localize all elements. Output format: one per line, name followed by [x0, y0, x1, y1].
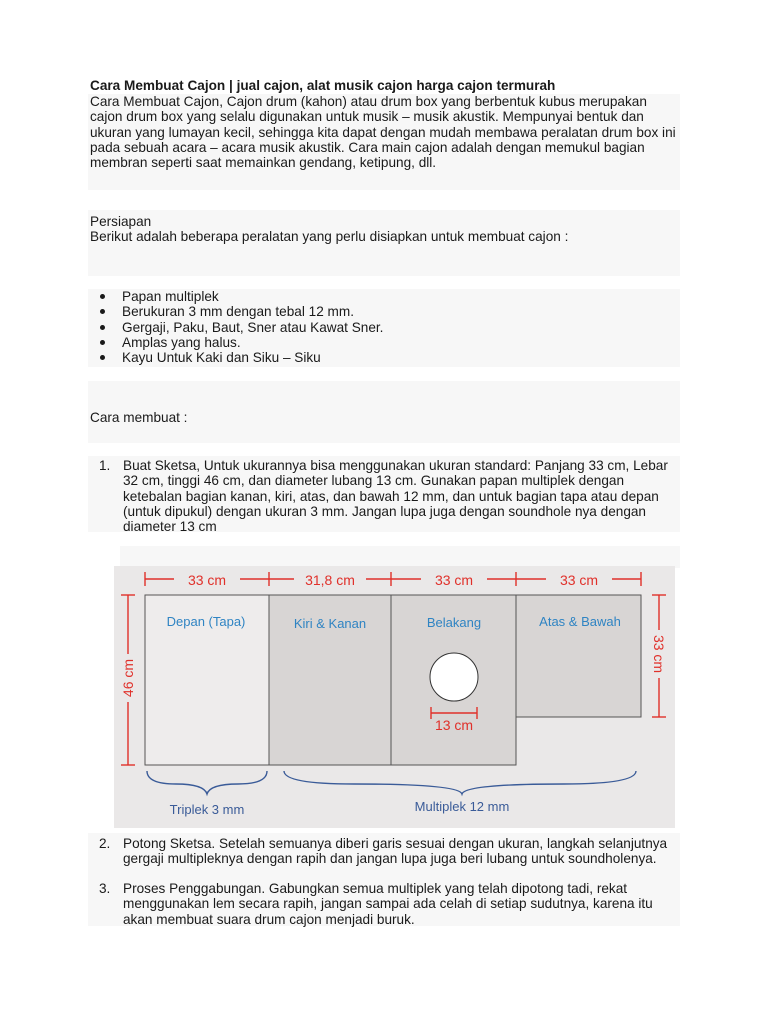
dim-label-width: 33 cm: [651, 634, 667, 674]
bullet-icon: [100, 294, 105, 299]
list-item: Gergaji, Paku, Baut, Sner atau Kawat Sner.: [90, 320, 383, 335]
persiapan-text: Berikut adalah beberapa peralatan yang perlu disiapkan untuk membuat cajon :: [90, 229, 569, 244]
dim-label-belakang: 33 cm: [434, 572, 474, 588]
bullet-icon: [100, 325, 105, 330]
bullet-icon: [100, 355, 105, 360]
panel-label-atas: Atas & Bawah: [539, 614, 621, 629]
step-3: 3. Proses Penggabungan. Gabungkan semua multiplek yang telah dipotong tadi, rekat menggunakan lem secara rapih, jangan sampai ada celah di setiap sudutnya, karena itu akan membuat suara drum cajon menjadi buruk.: [99, 881, 653, 927]
cara-heading: Cara membuat :: [90, 410, 188, 425]
cajon-sketch-diagram: [114, 566, 675, 828]
dim-label-atas: 33 cm: [559, 572, 599, 588]
page-title: Cara Membuat Cajon | jual cajon, alat musik cajon harga cajon termurah: [90, 78, 556, 93]
figure-shade: [120, 546, 680, 568]
dim-label-depan: 33 cm: [187, 572, 227, 588]
hole-diameter-label: 13 cm: [434, 717, 474, 733]
step-2: 2. Potong Sketsa. Setelah semuanya diberi garis sesuai dengan ukuran, langkah selanjutnya gergaji multipleknya dengan rapih dan jangan lupa juga beri lubang untuk soundholenya.: [99, 836, 668, 867]
dim-label-height: 46 cm: [120, 658, 136, 698]
panel-label-depan: Depan (Tapa): [166, 614, 246, 629]
list-item: Papan multiplek: [90, 289, 383, 304]
brace-label-multiplek: Multiplek 12 mm: [414, 799, 510, 814]
intro-paragraph: Cara Membuat Cajon, Cajon drum (kahon) atau drum box yang berbentuk kubus merupakan cajon drum box yang selalu digunakan untuk musik – musik akustik. Mempunyai bentuk dan ukuran yang lumayan kecil, sehingga kita dapat dengan mudah membawa peralatan drum box ini pada sebuah acara – acara musik akustik. Cara main cajon adalah dengan memukul bagian membran seperti saat memainkan gendang, ketipung, dll.: [90, 94, 676, 171]
bullet-icon: [100, 340, 105, 345]
soundhole-icon: [430, 653, 478, 701]
list-item: Berukuran 3 mm dengan tebal 12 mm.: [90, 304, 383, 319]
step-1: 1. Buat Sketsa, Untuk ukurannya bisa menggunakan ukuran standard: Panjang 33 cm, Lebar 32 cm, tinggi 46 cm, dan diameter lubang 13 cm. Gunakan papan multiplek dengan ketebalan bagian kanan, kiri, atas, dan bawah 12 mm, dan untuk bagian tapa atau depan (untuk dipukul) dengan ukuran 3 mm. Jangan lupa juga dengan soundhole nya dengan diameter 13 cm: [99, 458, 668, 535]
bullet-icon: [100, 309, 105, 314]
materials-list: [90, 289, 383, 365]
panel-label-belakang: Belakang: [426, 615, 482, 630]
list-item: Kayu Untuk Kaki dan Siku – Siku: [90, 350, 383, 365]
persiapan-heading: Persiapan: [90, 214, 152, 229]
list-item: Amplas yang halus.: [90, 335, 383, 350]
brace-label-triplek: Triplek 3 mm: [169, 802, 245, 817]
dim-label-kiri: 31,8 cm: [305, 572, 355, 588]
panel-label-kiri: Kiri & Kanan: [293, 616, 367, 631]
